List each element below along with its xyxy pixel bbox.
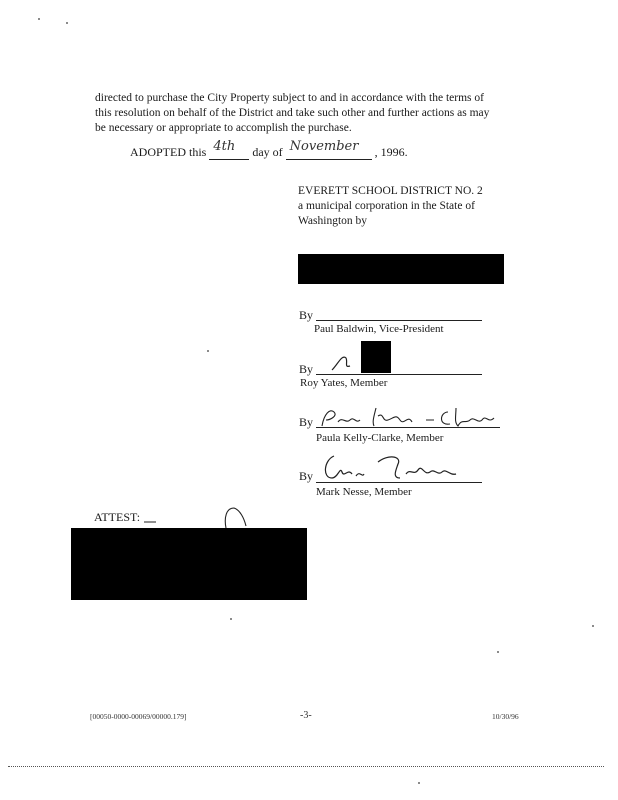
- scan-speck: [38, 18, 40, 20]
- by-label: By: [299, 469, 314, 483]
- by-label: By: [299, 308, 314, 322]
- resolution-line: this resolution on behalf of the District and take such other and further actions as may: [95, 107, 490, 119]
- adopted-month-handwritten: November: [289, 139, 359, 154]
- scan-speck: [207, 350, 209, 352]
- signature-line: [316, 320, 482, 321]
- signatory-name: Paul Baldwin, Vice-President: [314, 323, 444, 335]
- signatory-name: Mark Nesse, Member: [316, 486, 412, 498]
- by-label: By: [299, 362, 314, 376]
- footer-date: 10/30/96: [492, 712, 519, 721]
- by-label: By: [299, 415, 314, 429]
- resolution-paragraph: [95, 91, 515, 136]
- adopted-line: [130, 139, 408, 160]
- scan-speck: [497, 651, 499, 653]
- redaction-box-attest: [71, 528, 307, 600]
- adopted-prefix: ADOPTED this: [130, 145, 207, 159]
- adopted-month-field: [286, 139, 372, 160]
- attest-signature-fragment: [140, 504, 260, 530]
- signature-kelly-clarke: [316, 404, 506, 432]
- adopted-day-field: [209, 139, 249, 160]
- scan-speck: [66, 22, 68, 24]
- scan-speck: [592, 625, 594, 627]
- resolution-line: be necessary or appropriate to accomplish the purchase.: [95, 122, 352, 134]
- district-block: [298, 184, 483, 229]
- district-name: EVERETT SCHOOL DISTRICT NO. 2: [298, 185, 483, 197]
- scan-speck: [418, 782, 420, 784]
- scan-speck: [230, 618, 232, 620]
- signatory-name: Paula Kelly-Clarke, Member: [316, 432, 444, 444]
- adopted-day-handwritten: 4th: [213, 139, 236, 154]
- district-line3: Washington by: [298, 215, 368, 227]
- redaction-box-small: [361, 341, 391, 373]
- signatory-name: Roy Yates, Member: [300, 377, 388, 389]
- attest-label: ATTEST:: [94, 510, 141, 524]
- footer-page-number: -3-: [300, 710, 312, 721]
- signature-nesse: [316, 450, 466, 486]
- scan-edge-line: [8, 766, 604, 767]
- redaction-box-signature: [298, 254, 504, 284]
- adopted-mid: day of: [252, 145, 283, 159]
- footer-doc-id: [00050-0000-00069/00000.179]: [90, 712, 187, 721]
- adopted-suffix: , 1996.: [374, 145, 408, 159]
- resolution-line: directed to purchase the City Property subject to and in accordance with the terms of: [95, 92, 484, 104]
- district-line2: a municipal corporation in the State of: [298, 200, 475, 212]
